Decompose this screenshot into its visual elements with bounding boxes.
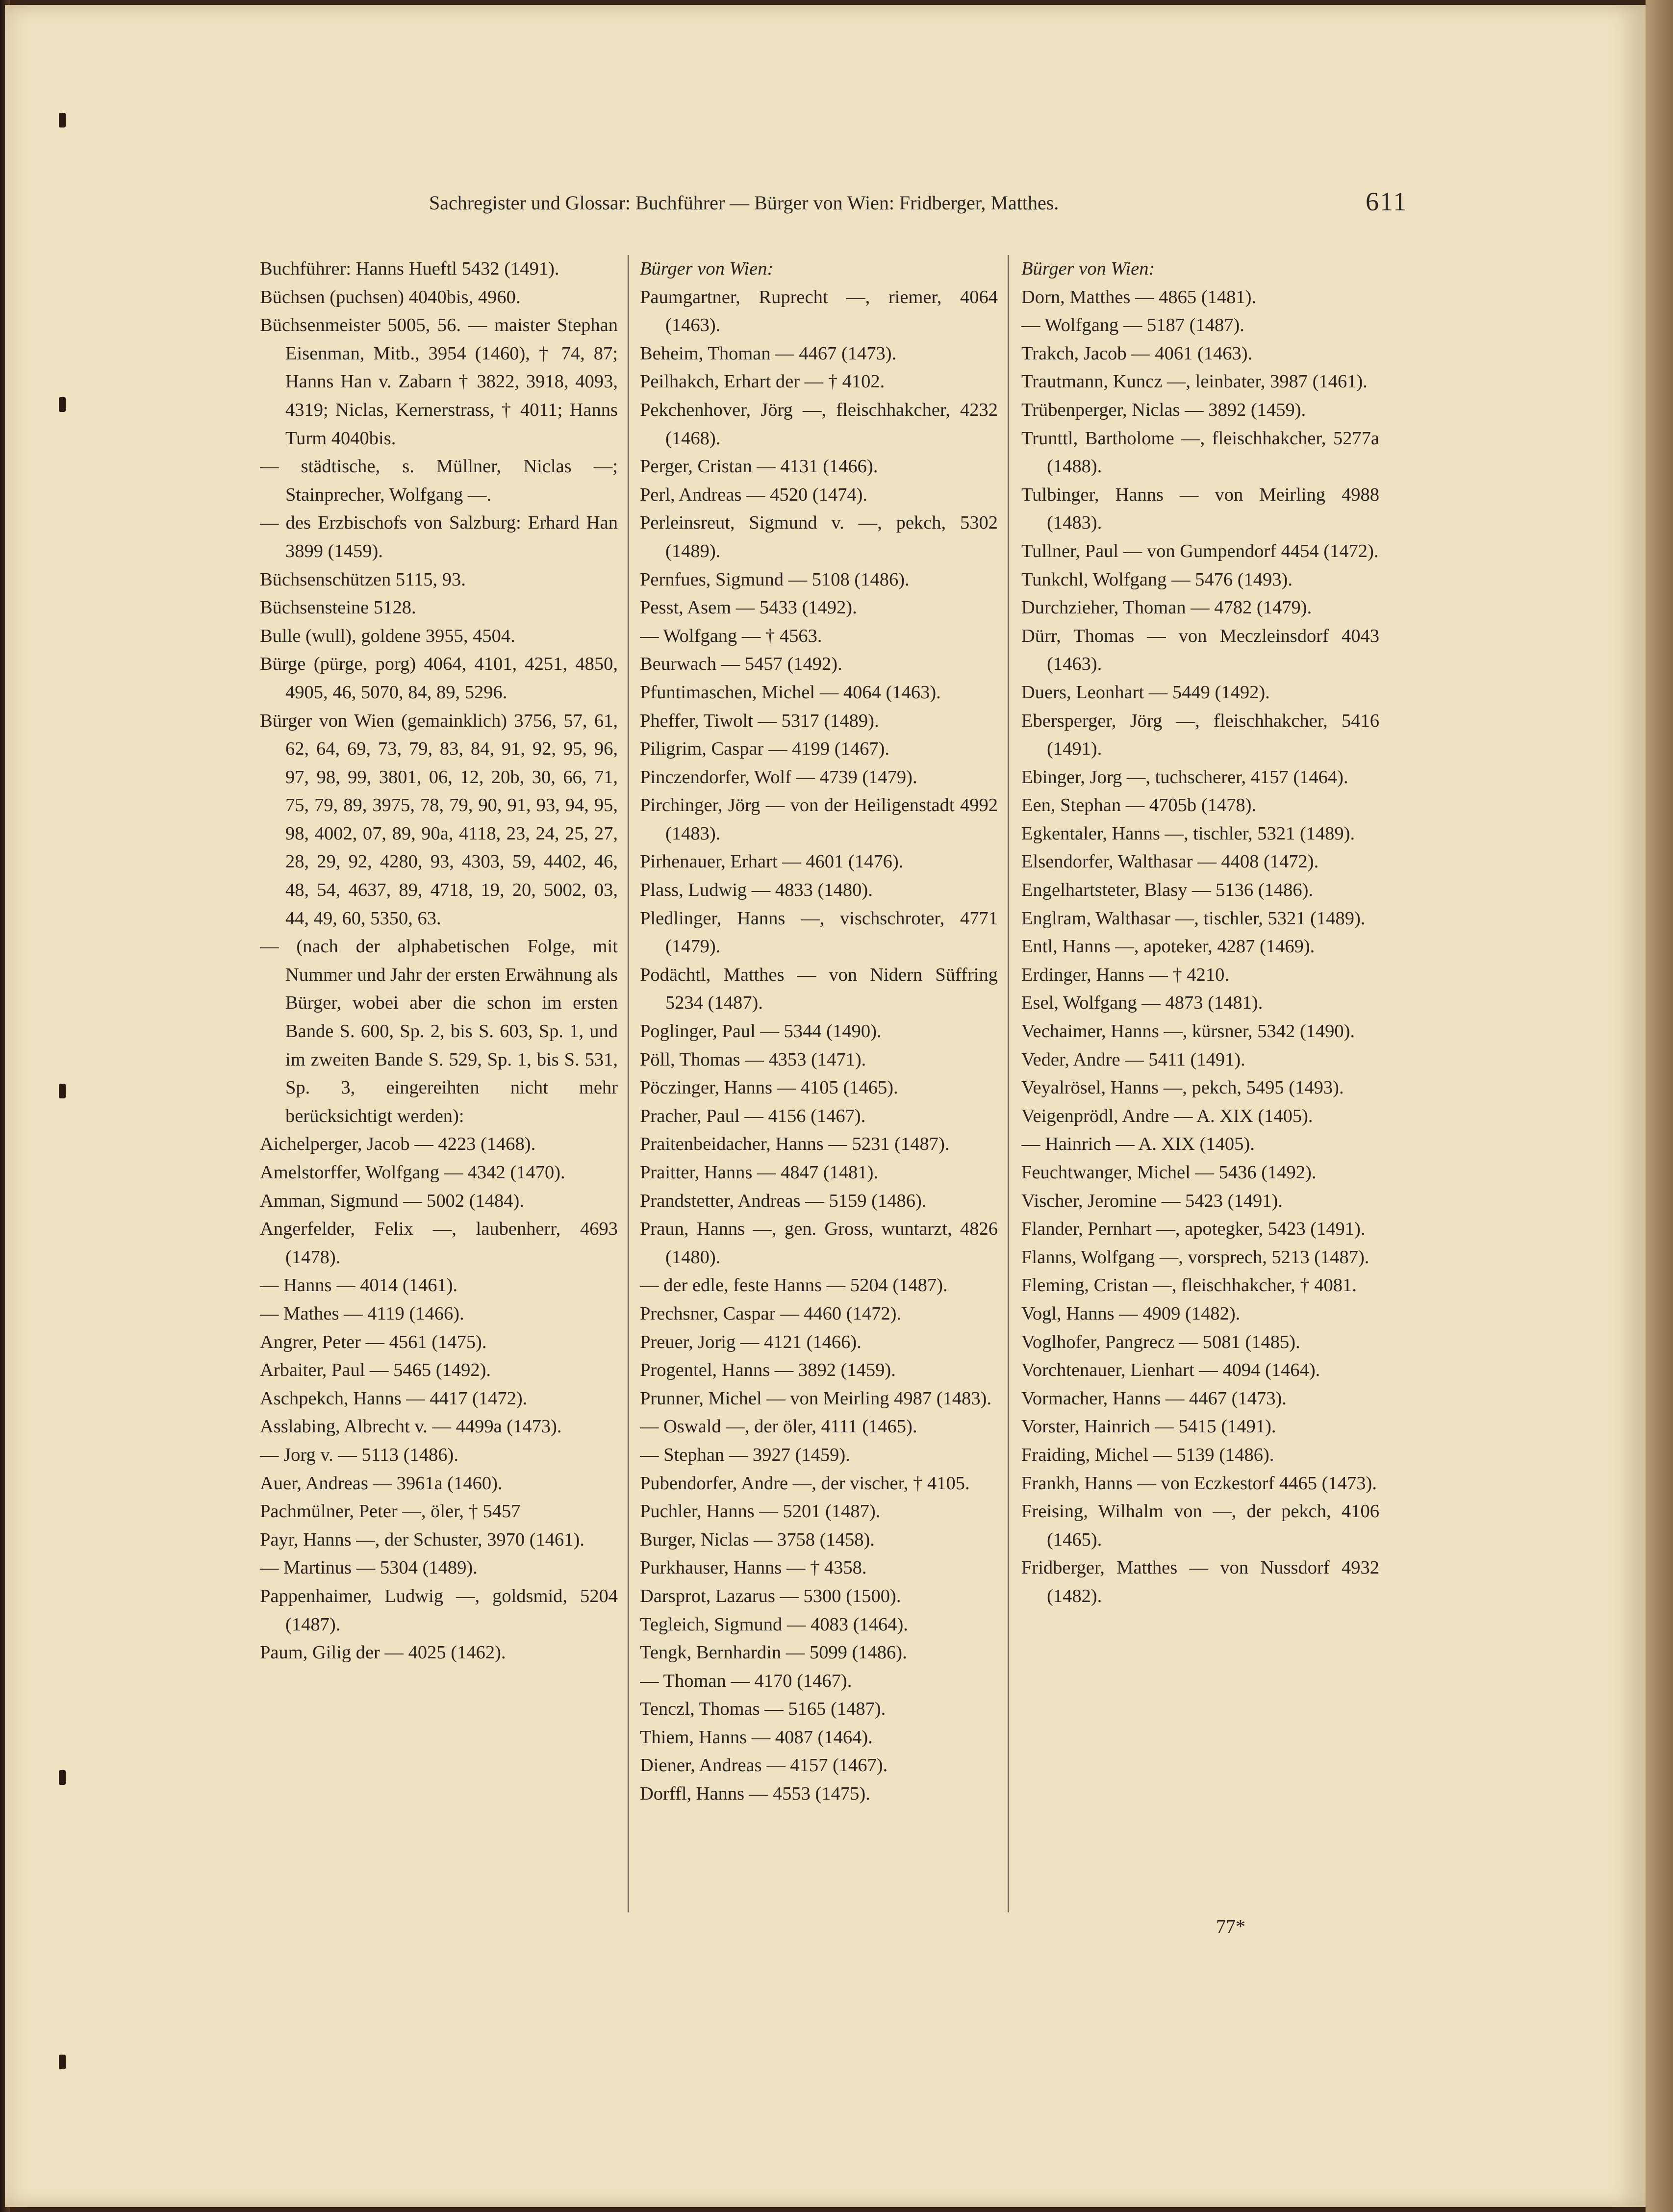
- index-entry: Pappenhaimer, Ludwig —, goldsmid, 5204 (1487).: [260, 1585, 618, 1635]
- index-entry: Puchler, Hanns — 5201 (1487).: [640, 1501, 881, 1522]
- index-column-3: [1021, 255, 1379, 1912]
- index-entry: Perleinsreut, Sigmund v. —, pekch, 5302 (1489).: [640, 512, 998, 561]
- header-title: Sachregister und Glossar: Buchführer — Bürger von Wien: Fridberger, Matthes.: [429, 192, 1059, 214]
- index-entry: Pirchinger, Jörg — von der Heiligenstadt 4992 (1483).: [640, 795, 998, 844]
- index-entry: Tegleich, Sigmund — 4083 (1464).: [640, 1614, 908, 1635]
- index-entry: Vischer, Jeromine — 5423 (1491).: [1021, 1190, 1283, 1211]
- index-entry: — der edle, feste Hanns — 5204 (1487).: [640, 1275, 948, 1296]
- index-entry: Frankh, Hanns — von Eczkestorf 4465 (1473).: [1021, 1473, 1377, 1494]
- index-entry: — Stephan — 3927 (1459).: [640, 1444, 850, 1465]
- index-column-2: [640, 255, 998, 1912]
- index-entry: — Mathes — 4119 (1466).: [260, 1303, 464, 1324]
- index-entry: Büchsensteine 5128.: [260, 597, 416, 618]
- index-column-1: [260, 255, 618, 1912]
- index-entry: Tenczl, Thomas — 5165 (1487).: [640, 1699, 886, 1720]
- index-entry: Aschpekch, Hanns — 4417 (1472).: [260, 1388, 528, 1409]
- index-entry: Pheffer, Tiwolt — 5317 (1489).: [640, 710, 879, 731]
- index-entry: Feuchtwanger, Michel — 5436 (1492).: [1021, 1162, 1317, 1183]
- index-entry: Englram, Walthasar —, tischler, 5321 (1489).: [1021, 908, 1366, 929]
- index-entry: Perl, Andreas — 4520 (1474).: [640, 484, 868, 505]
- index-entry: Thiem, Hanns — 4087 (1464).: [640, 1727, 873, 1748]
- index-entry: Flanns, Wolfgang —, vorsprech, 5213 (1487).: [1021, 1246, 1369, 1268]
- index-entry: Pledlinger, Hanns —, vischschroter, 4771 (1479).: [640, 908, 998, 957]
- index-entry: Elsendorfer, Walthasar — 4408 (1472).: [1021, 851, 1319, 872]
- index-entry: Beurwach — 5457 (1492).: [640, 654, 842, 675]
- index-entry: Bulle (wull), goldene 3955, 4504.: [260, 625, 515, 646]
- index-entry: Vormacher, Hanns — 4467 (1473).: [1021, 1388, 1287, 1409]
- index-entry: Peilhakch, Erhart der — † 4102.: [640, 371, 885, 392]
- index-entry: Pachmülner, Peter —, öler, † 5457: [260, 1501, 521, 1522]
- index-entry: Büchsenmeister 5005, 56. — maister Stephan Eisenman, Mitb., 3954 (1460), † 74, 87; Hanns Han v. Zabarn † 3822, 3918, 4093, 4319; Niclas, Kernerstrass, † 4011; Hanns Turm 4040bis.: [260, 315, 618, 449]
- index-entry: Prandstetter, Andreas — 5159 (1486).: [640, 1190, 927, 1211]
- index-entry: Prunner, Michel — von Meirling 4987 (1483).: [640, 1388, 992, 1409]
- index-entry: Pinczendorfer, Wolf — 4739 (1479).: [640, 766, 917, 788]
- index-entry: Vorster, Hainrich — 5415 (1491).: [1021, 1416, 1276, 1437]
- margin-mark: [59, 113, 66, 127]
- index-entry: Piligrim, Caspar — 4199 (1467).: [640, 738, 890, 760]
- index-entry: Paumgartner, Ruprecht —, riemer, 4064 (1463).: [640, 286, 998, 336]
- index-entry: Progentel, Hanns — 3892 (1459).: [640, 1360, 896, 1381]
- index-entry: Poglinger, Paul — 5344 (1490).: [640, 1021, 882, 1042]
- index-entry: Duers, Leonhart — 5449 (1492).: [1021, 682, 1270, 703]
- index-entry: Dürr, Thomas — von Meczleinsdorf 4043 (1463).: [1021, 625, 1379, 675]
- page-edge: [1646, 0, 1673, 2212]
- index-entry: Fleming, Cristan —, fleischhakcher, † 4081.: [1021, 1275, 1357, 1296]
- index-entry: Tengk, Bernhardin — 5099 (1486).: [640, 1642, 907, 1663]
- index-entry: Tullner, Paul — von Gumpendorf 4454 (1472).: [1021, 540, 1379, 561]
- index-entry: — (nach der alphabetischen Folge, mit Nummer und Jahr der ersten Erwähnung als Bürger, wobei aber die schon im ersten Bande S. 600, Sp. 2, bis S. 603, Sp. 1, und im zweiten Bande S. 529, Sp. 1, bis S. 531, Sp. 3, eingereihten nicht mehr berücksichtigt werden):: [260, 936, 618, 1126]
- index-entry: — Wolfgang — † 4563.: [640, 625, 822, 646]
- index-entry: — Wolfgang — 5187 (1487).: [1021, 315, 1244, 336]
- index-entry: Pracher, Paul — 4156 (1467).: [640, 1105, 866, 1126]
- index-entry: Pekchenhover, Jörg —, fleischhakcher, 4232 (1468).: [640, 399, 998, 449]
- index-entry: Vogl, Hanns — 4909 (1482).: [1021, 1303, 1241, 1324]
- column-divider: [1008, 255, 1009, 1912]
- index-entry: Asslabing, Albrecht v. — 4499a (1473).: [260, 1416, 562, 1437]
- index-entry: Prechsner, Caspar — 4460 (1472).: [640, 1303, 902, 1324]
- index-entry: Beheim, Thoman — 4467 (1473).: [640, 343, 897, 364]
- index-entry: Erdinger, Hanns — † 4210.: [1021, 964, 1230, 985]
- index-entry: Vorchtenauer, Lienhart — 4094 (1464).: [1021, 1360, 1320, 1381]
- index-entry: Veder, Andre — 5411 (1491).: [1021, 1049, 1245, 1070]
- index-entry: Plass, Ludwig — 4833 (1480).: [640, 880, 873, 901]
- index-entry: Burger, Niclas — 3758 (1458).: [640, 1529, 875, 1550]
- index-entry: Auer, Andreas — 3961a (1460).: [260, 1473, 503, 1494]
- index-entry: Dorn, Matthes — 4865 (1481).: [1021, 286, 1257, 307]
- index-entry: Praitenbeidacher, Hanns — 5231 (1487).: [640, 1134, 950, 1155]
- index-entry: Flander, Pernhart —, apotegker, 5423 (1491).: [1021, 1219, 1366, 1240]
- index-entry: Büchsen (puchsen) 4040bis, 4960.: [260, 286, 521, 307]
- margin-mark: [59, 2055, 66, 2069]
- index-entry: Preuer, Jorig — 4121 (1466).: [640, 1331, 862, 1352]
- index-entry: Veyalrösel, Hanns —, pekch, 5495 (1493).: [1021, 1077, 1344, 1098]
- index-entry: Engelhartsteter, Blasy — 5136 (1486).: [1021, 880, 1314, 901]
- index-entry: Ebinger, Jorg —, tuchscherer, 4157 (1464).: [1021, 766, 1348, 788]
- index-entry: — Jorg v. — 5113 (1486).: [260, 1444, 458, 1465]
- index-entry: Tulbinger, Hanns — von Meirling 4988 (1483).: [1021, 484, 1379, 534]
- index-entry: Purkhauser, Hanns — † 4358.: [640, 1557, 867, 1578]
- index-entry: — Hanns — 4014 (1461).: [260, 1275, 458, 1296]
- index-entry: Trautmann, Kuncz —, leinbater, 3987 (1461).: [1021, 371, 1368, 392]
- index-entry: Pesst, Asem — 5433 (1492).: [640, 597, 857, 618]
- index-entry: Büchsenschützen 5115, 93.: [260, 569, 466, 590]
- index-entry: Amman, Sigmund — 5002 (1484).: [260, 1190, 524, 1211]
- index-entry: Angrer, Peter — 4561 (1475).: [260, 1331, 487, 1352]
- index-entry: Perger, Cristan — 4131 (1466).: [640, 456, 878, 477]
- column-divider: [628, 255, 629, 1912]
- index-entry: Pubendorfer, Andre —, der vischer, † 4105.: [640, 1473, 970, 1494]
- index-entry: Egkentaler, Hanns —, tischler, 5321 (1489).: [1021, 823, 1355, 844]
- index-entry: — Thoman — 4170 (1467).: [640, 1670, 852, 1691]
- index-entry: Pernfues, Sigmund — 5108 (1486).: [640, 569, 910, 590]
- index-entry: — Martinus — 5304 (1489).: [260, 1557, 478, 1578]
- index-entry: Trunttl, Bartholome —, fleischhakcher, 5277a (1488).: [1021, 428, 1379, 477]
- index-entry: Bürger von Wien (gemainklich) 3756, 57, 61, 62, 64, 69, 73, 79, 83, 84, 91, 92, 95, 96, 97, 98, 99, 3801, 06, 12, 20b, 30, 66, 71, 75, 79, 89, 3975, 78, 79, 90, 91, 93, 94, 95, 98, 4002, 07, 89, 90a, 4118, 23, 24, 25, 27, 28, 29, 92, 4280, 93, 4303, 59, 4402, 46, 48, 54, 4637, 89, 4718, 19, 20, 5002, 03, 44, 49, 60, 5350, 63.: [260, 710, 618, 929]
- column-heading: Bürger von Wien:: [640, 258, 774, 279]
- index-entry: Fraiding, Michel — 5139 (1486).: [1021, 1444, 1274, 1465]
- index-entry: Pfuntimaschen, Michel — 4064 (1463).: [640, 682, 941, 703]
- index-entry: Esel, Wolfgang — 4873 (1481).: [1021, 992, 1263, 1014]
- index-entry: Praitter, Hanns — 4847 (1481).: [640, 1162, 879, 1183]
- index-entry: — Hainrich — A. XIX (1405).: [1021, 1134, 1255, 1155]
- signature-mark: 77*: [1216, 1915, 1245, 1937]
- index-entry: Aichelperger, Jacob — 4223 (1468).: [260, 1134, 536, 1155]
- index-entry: Buchführer: Hanns Hueftl 5432 (1491).: [260, 258, 559, 279]
- index-entry: Ebersperger, Jörg —, fleischhakcher, 5416 (1491).: [1021, 710, 1379, 760]
- column-heading: Bürger von Wien:: [1021, 258, 1155, 279]
- running-header: [260, 186, 1407, 226]
- index-entry: Paum, Gilig der — 4025 (1462).: [260, 1642, 506, 1663]
- index-entry: Tunkchl, Wolfgang — 5476 (1493).: [1021, 569, 1293, 590]
- index-entry: Durchzieher, Thoman — 4782 (1479).: [1021, 597, 1312, 618]
- index-entry: Trübenperger, Niclas — 3892 (1459).: [1021, 399, 1306, 420]
- index-entry: Bürge (pürge, porg) 4064, 4101, 4251, 4850, 4905, 46, 5070, 84, 89, 5296.: [260, 654, 618, 703]
- index-entry: Angerfelder, Felix —, laubenherr, 4693 (1478).: [260, 1219, 618, 1268]
- margin-mark: [59, 397, 66, 412]
- index-entry: Pirhenauer, Erhart — 4601 (1476).: [640, 851, 904, 872]
- index-entry: Podächtl, Matthes — von Nidern Süffring 5234 (1487).: [640, 964, 998, 1014]
- index-entry: Diener, Andreas — 4157 (1467).: [640, 1755, 888, 1776]
- index-entry: Payr, Hanns —, der Schuster, 3970 (1461).: [260, 1529, 585, 1550]
- index-entry: Een, Stephan — 4705b (1478).: [1021, 795, 1257, 816]
- index-entry: Dorffl, Hanns — 4553 (1475).: [640, 1783, 870, 1805]
- index-entry: Pöll, Thomas — 4353 (1471).: [640, 1049, 866, 1070]
- index-entry: — Oswald —, der öler, 4111 (1465).: [640, 1416, 917, 1437]
- index-entry: Freising, Wilhalm von —, der pekch, 4106 (1465).: [1021, 1501, 1379, 1550]
- index-entry: Entl, Hanns —, apoteker, 4287 (1469).: [1021, 936, 1315, 957]
- index-entry: Fridberger, Matthes — von Nussdorf 4932 (1482).: [1021, 1557, 1379, 1606]
- index-entry: Veigenprödl, Andre — A. XIX (1405).: [1021, 1105, 1313, 1126]
- margin-mark: [59, 1084, 66, 1098]
- page-number: 611: [1366, 187, 1407, 216]
- margin-mark: [59, 1770, 66, 1785]
- index-entry: Arbaiter, Paul — 5465 (1492).: [260, 1360, 491, 1381]
- index-entry: Trakch, Jacob — 4061 (1463).: [1021, 343, 1253, 364]
- index-entry: Darsprot, Lazarus — 5300 (1500).: [640, 1585, 901, 1606]
- index-entry: — städtische, s. Müllner, Niclas —; Stainprecher, Wolfgang —.: [260, 456, 618, 505]
- index-entry: Vechaimer, Hanns —, kürsner, 5342 (1490).: [1021, 1021, 1355, 1042]
- index-entry: Pöczinger, Hanns — 4105 (1465).: [640, 1077, 898, 1098]
- index-entry: Amelstorffer, Wolfgang — 4342 (1470).: [260, 1162, 565, 1183]
- index-entry: — des Erzbischofs von Salzburg: Erhard Han 3899 (1459).: [260, 512, 618, 561]
- index-entry: Voglhofer, Pangrecz — 5081 (1485).: [1021, 1331, 1300, 1352]
- index-entry: Praun, Hanns —, gen. Gross, wuntarzt, 4826 (1480).: [640, 1219, 998, 1268]
